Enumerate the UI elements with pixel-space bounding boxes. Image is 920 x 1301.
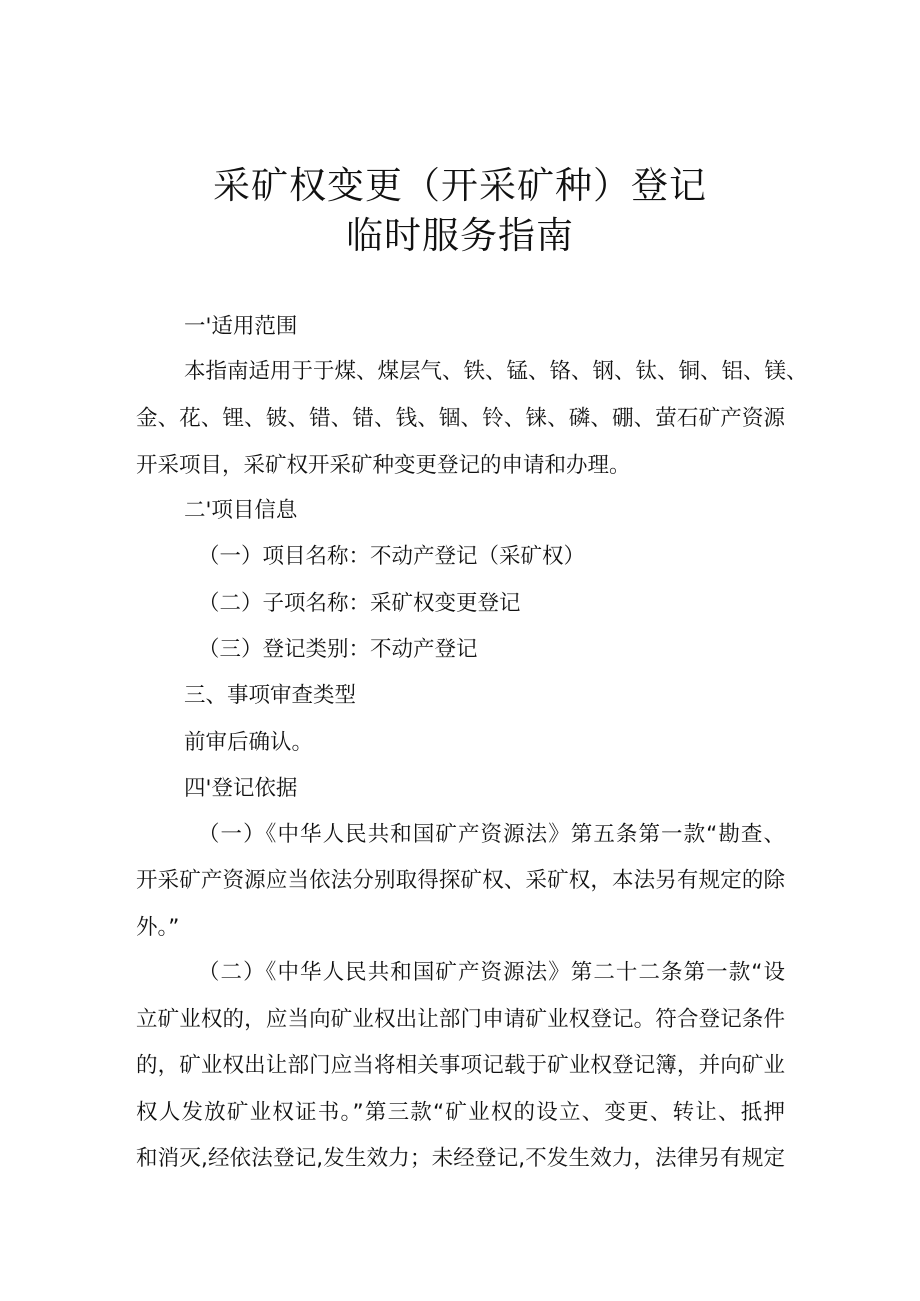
section-2-heading: 二'项目信息 [184,498,298,523]
section-1-body-line: 本指南适用于于煤、煤层气、铁、锰、铬、钢、钛、铜、铝、镁、 [184,359,808,384]
section-4-paragraph-2-line: 和消灭,经依法登记,发生效力；未经登记,不发生效力，法律另有规定 [136,1146,785,1171]
section-2-item: （三）登记类别：不动产登记 [198,637,478,662]
section-4-heading: 四'登记依据 [184,776,298,801]
section-4-paragraph-2-line: 立矿业权的，应当向矿业权出让部门申请矿业权登记。符合登记条件 [136,1007,785,1032]
section-2-item: （一）项目名称：不动产登记（采矿权） [198,544,586,569]
section-1-body-line: 金、花、锂、铍、错、错、钱、锢、铃、铼、磷、硼、萤石矿产资源 [136,406,785,431]
section-4-paragraph-1-line: （一）《中华人民共和国矿产资源法》第五条第一款“勘查、 [198,822,785,847]
document-title-line2: 临时服务指南 [346,214,574,257]
section-4-paragraph-1-line: 开采矿产资源应当依法分别取得探矿权、采矿权，本法另有规定的除 [136,868,785,893]
document-title-line1: 采矿权变更（开采矿种）登记 [213,164,707,207]
section-4-paragraph-2-line: （二）《中华人民共和国矿产资源法》第二十二条第一款“设 [198,960,785,985]
section-4-paragraph-1-line: 外。” [136,915,180,940]
section-2-item: （二）子项名称：采矿权变更登记 [198,591,521,616]
section-1-body-line: 开采项目，采矿权开采矿种变更登记的申请和办理。 [136,453,631,478]
section-1-heading: 一'适用范围 [184,314,298,339]
section-3-heading: 三、事项审查类型 [184,683,357,708]
section-4-paragraph-2-line: 的，矿业权出让部门应当将相关事项记载于矿业权登记簿，并向矿业 [136,1053,785,1078]
section-4-paragraph-2-line: 权人发放矿业权证书。”第三款“矿业权的设立、变更、转让、抵押 [136,1100,785,1125]
section-3-body: 前审后确认。 [184,730,314,755]
